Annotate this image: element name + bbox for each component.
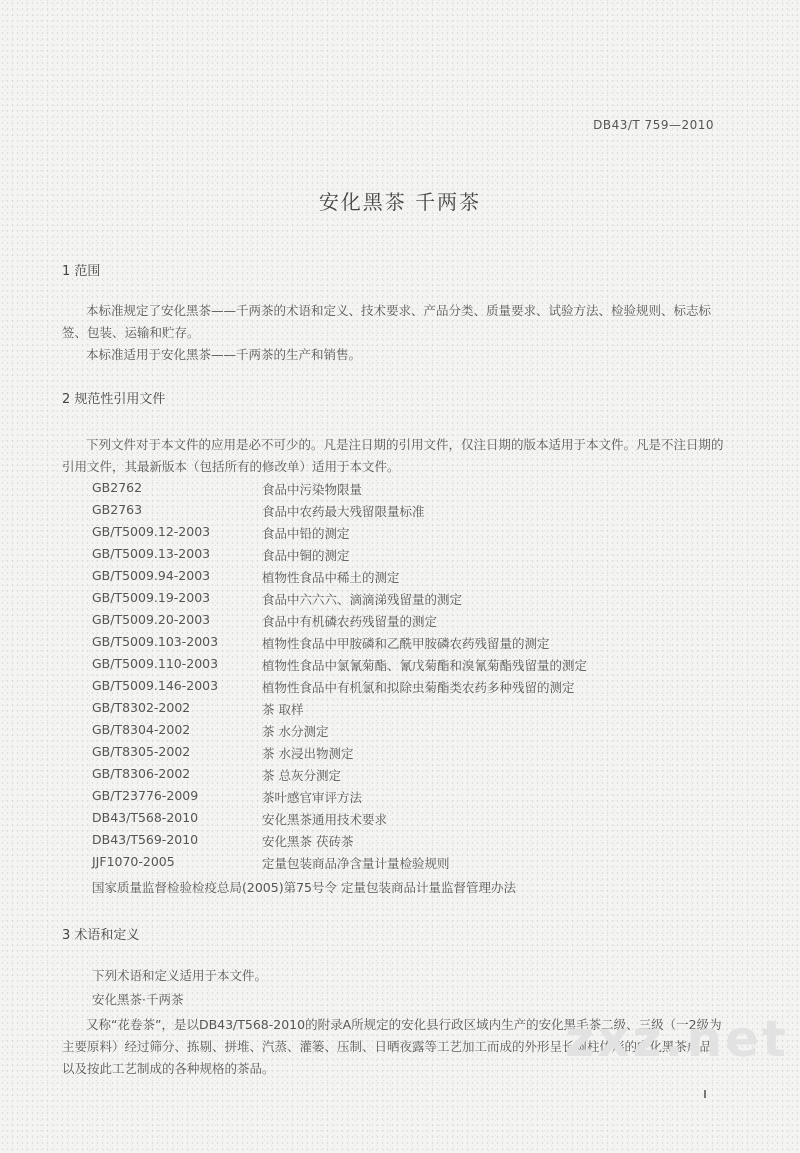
reference-row (92, 678, 732, 700)
reference-code: GB/T5009.146-2003 (92, 678, 219, 693)
reference-row (92, 634, 732, 656)
term-definition: 又称“花卷茶”，是以DB43/T568-2010的附录A所规定的安化县行政区域内生产的安化黑毛茶二级、三级（一2级为主要原料）经过筛分、拣剔、拼堆、汽蒸、灌篓、压制、日晒夜露等工艺加工而成的外形呈长圆柱体形的安化黑茶成品，以及按此工艺制成的各种规格的茶品。 (62, 1017, 725, 1076)
section-1-paragraph-1: 本标准规定了安化黑茶——千两茶的术语和定义、技术要求、产品分类、质量要求、试验方法、检验规则、标志标签、包装、运输和贮存。 (62, 303, 712, 340)
reference-row (92, 744, 732, 766)
reference-code: GB/T5009.20-2003 (92, 612, 211, 627)
reference-code: GB/T8305-2002 (92, 744, 191, 759)
reference-code: GB2762 (92, 480, 143, 495)
reference-title: 植物性食品中甲胺磷和乙酰甲胺磷农药残留量的测定 (262, 636, 550, 651)
reference-code: DB43/T568-2010 (92, 810, 199, 825)
reference-row (92, 766, 732, 788)
reference-title: 食品中污染物限量 (262, 482, 363, 497)
section-3-intro: 下列术语和定义适用于本文件。 (92, 968, 268, 983)
reference-row (92, 568, 732, 590)
reference-code: GB/T5009.103-2003 (92, 634, 219, 649)
reference-title: 茶叶感官审评方法 (262, 790, 363, 805)
reference-row (92, 656, 732, 678)
reference-code: GB/T5009.13-2003 (92, 546, 211, 561)
reference-title: 食品中铅的测定 (262, 526, 350, 541)
reference-closing: 国家质量监督检验检疫总局(2005)第75号令 定量包装商品计量监督管理办法 (92, 880, 516, 895)
reference-title: 茶 总灰分测定 (262, 768, 341, 783)
reference-title: 茶 水分测定 (262, 724, 329, 739)
reference-title: 食品中铜的测定 (262, 548, 350, 563)
reference-code: GB/T5009.110-2003 (92, 656, 219, 671)
reference-code: GB/T23776-2009 (92, 788, 199, 803)
reference-title: 安化黑茶通用技术要求 (262, 812, 388, 827)
page-mark (704, 1090, 706, 1098)
reference-title: 食品中有机磷农药残留量的测定 (262, 614, 438, 629)
reference-code: GB2763 (92, 502, 143, 517)
section-3-heading: 3 术语和定义 (62, 928, 140, 943)
reference-title: 茶 取样 (262, 702, 304, 717)
section-2-intro: 下列文件对于本文件的应用是必不可少的。凡是注日期的引用文件，仅注日期的版本适用于本文件。凡是不注日期的引用文件，其最新版本（包括所有的修改单）适用于本文件。 (62, 437, 724, 474)
reference-code: GB/T8302-2002 (92, 700, 191, 715)
reference-row (92, 590, 732, 612)
reference-title: 植物性食品中氯氰菊酯、氰戊菊酯和溴氰菊酯残留量的测定 (262, 658, 588, 673)
watermark: zxz.net (565, 1010, 789, 1068)
reference-title: 茶 水浸出物测定 (262, 746, 354, 761)
reference-row (92, 612, 732, 634)
section-1-paragraph-2: 本标准适用于安化黑茶——千两茶的生产和销售。 (86, 347, 362, 362)
term-name: 安化黑茶·千两茶 (92, 992, 184, 1007)
reference-code: GB/T5009.12-2003 (92, 524, 211, 539)
reference-row (92, 722, 732, 744)
reference-title: 食品中农药最大残留限量标准 (262, 504, 425, 519)
reference-title: 植物性食品中有机氯和拟除虫菊酯类农药多种残留的测定 (262, 680, 575, 695)
reference-code: DB43/T569-2010 (92, 832, 199, 847)
section-1-heading: 1 范围 (62, 264, 101, 279)
reference-row (92, 700, 732, 722)
reference-title: 食品中六六六、滴滴涕残留量的测定 (262, 592, 463, 607)
reference-title: 植物性食品中稀土的测定 (262, 570, 400, 585)
reference-row (92, 810, 732, 832)
document-title: 安化黑茶 千两茶 (318, 190, 482, 214)
section-2-heading: 2 规范性引用文件 (62, 392, 166, 407)
reference-row (92, 832, 732, 854)
reference-row (92, 788, 732, 810)
reference-code: GB/T5009.94-2003 (92, 568, 211, 583)
standard-number: DB43/T 759—2010 (593, 118, 714, 132)
reference-row (92, 480, 732, 502)
reference-row (92, 546, 732, 568)
reference-title: 定量包装商品净含量计量检验规则 (262, 856, 450, 871)
reference-code: JJF1070-2005 (92, 854, 175, 869)
reference-title: 安化黑茶 茯砖茶 (262, 834, 354, 849)
reference-row (92, 854, 732, 876)
reference-code: GB/T5009.19-2003 (92, 590, 211, 605)
reference-code: GB/T8306-2002 (92, 766, 191, 781)
reference-row (92, 524, 732, 546)
reference-code: GB/T8304-2002 (92, 722, 191, 737)
reference-row (92, 502, 732, 524)
